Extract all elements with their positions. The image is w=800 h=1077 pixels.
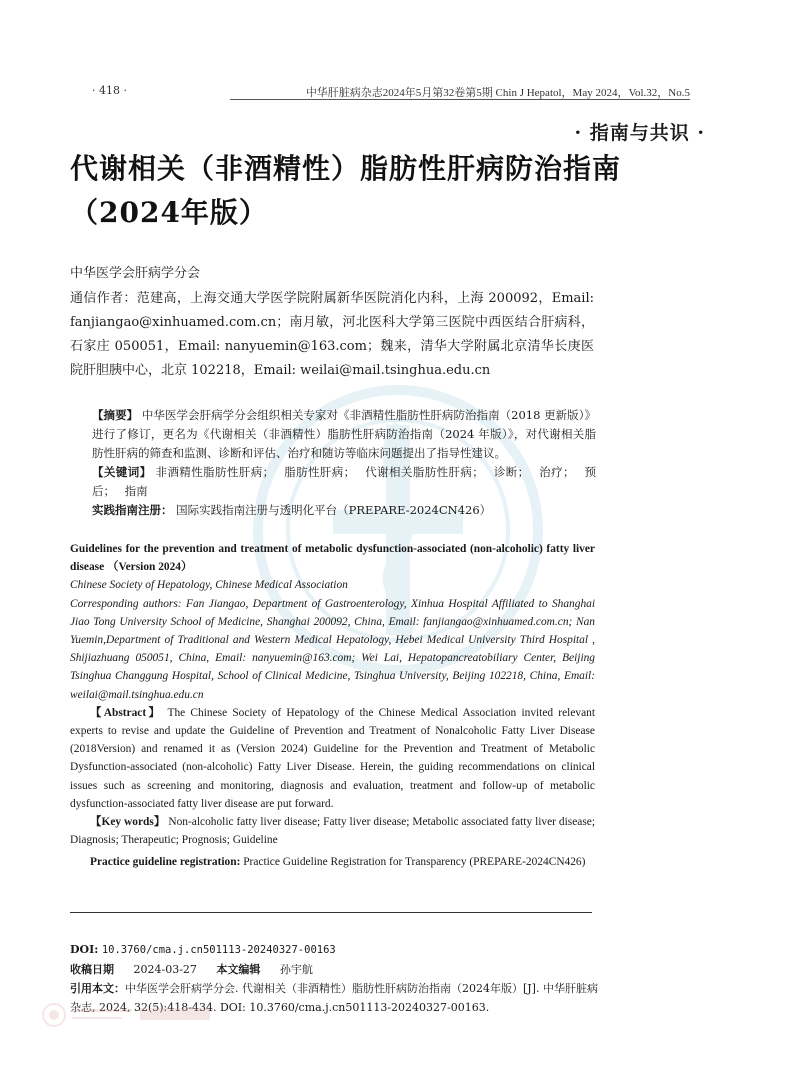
english-registration-label: Practice guideline registration:	[90, 856, 241, 869]
editor-name: 孙宇航	[279, 963, 313, 976]
english-keywords-label: 【Key words】	[90, 816, 166, 829]
english-keywords	[70, 813, 595, 849]
citation-label: 引用本文：	[70, 982, 125, 995]
english-abstract-block	[70, 540, 595, 872]
registration-cn	[70, 501, 596, 520]
keyword-cn: 治疗；	[539, 465, 575, 479]
running-header	[70, 80, 690, 102]
keyword-cn: 非酒精性脂肪性肝病；	[155, 465, 275, 479]
english-keywords-text: Non-alcoholic fatty liver disease; Fatty liver disease; Metabolic associated fatty liver disease; Diagnosis; Therapeutic; Prognosis; Guideline	[70, 816, 595, 847]
header-rule	[230, 99, 690, 100]
keyword-cn: 脂肪性肝病；	[284, 465, 356, 479]
citation-text: 中华医学会肝病学分会. 代谢相关（非酒精性）脂肪性肝病防治指南（2024年版）[J]. 中华肝脏病杂志, 2024, 32(5):418-434. DOI: 10.3760/cma.j.cn501113-20240327-00163.	[70, 982, 598, 1014]
english-title-version: （Version 2024）	[107, 561, 193, 574]
footnote-separator	[70, 912, 592, 913]
english-registration	[70, 853, 595, 871]
received-label: 收稿日期	[70, 963, 114, 976]
english-abstract	[70, 704, 595, 813]
journal-citation: 中华肝脏病杂志2024年5月第32卷第5期 Chin J Hepatol，May 2024，Vol.32，No.5	[305, 87, 690, 99]
registration-cn-text: 国际实践指南注册与透明化平台（PREPARE-2024CN426）	[176, 503, 492, 517]
keywords-cn-label: 【关键词】	[92, 465, 152, 479]
english-society: Chinese Society of Hepatology, Chinese Medical Association	[70, 579, 348, 592]
corresponding-authors: 通信作者：范建高，上海交通大学医学院附属新华医院消化内科，上海 200092，Email: fanjiangao@xinhuamed.com.cn；南月敏，河北医科大学第三医院中西医结合肝病科，石家庄 050051，Email: nanyuemin@163.com；魏来，清华大学附属北京清华长庚医院肝胆胰中心，北京 102218，Email: weilai@mail.tsinghua.edu.cn	[70, 291, 594, 378]
doi-label: DOI:	[70, 943, 99, 956]
english-title	[70, 540, 595, 576]
english-title-text: Guidelines for the prevention and treatment of metabolic dysfunction-associated (non-alcoholic) fatty liver disease	[70, 543, 595, 574]
abstract-cn	[70, 406, 596, 463]
publisher-logo	[40, 1000, 220, 1030]
keyword-cn: 指南	[124, 484, 148, 498]
doi-value: 10.3760/cma.j.cn501113-20240327-00163	[101, 944, 336, 956]
keyword-cn: 代谢相关脂肪性肝病；	[365, 465, 484, 479]
editor-label: 本文编辑	[216, 963, 261, 976]
keyword-cn: 预后；	[92, 465, 597, 498]
title-line-1: 代谢相关（非酒精性）脂肪性肝病防治指南	[70, 152, 622, 185]
received-line	[70, 960, 600, 979]
keyword-cn: 诊断；	[493, 465, 530, 479]
english-abstract-text: The Chinese Society of Hepatology of the Chinese Medical Association invited relevant experts to revise and update the Guideline of Prevention and Treatment of Nonalcoholic Fatty Liver Disease (2018Version) and renamed it as (Version 2024) Guideline for the Prevention and Treatment of Metabolic Dysfunction-associated (non-alcoholic) Fatty Liver Disease. Herein, the guiding recommendations on clinical issues such as screening and monitoring, diagnosis and evaluation, treatment and follow-up of metabolic dysfunction-associated fatty liver disease are put forward.	[70, 706, 595, 810]
page-number: · 418 ·	[92, 84, 127, 97]
registration-cn-label: 实践指南注册：	[92, 503, 173, 517]
received-date: 2024-03-27	[133, 963, 197, 976]
keywords-cn	[70, 463, 596, 501]
article-title	[70, 147, 660, 235]
author-group: 中华医学会肝病学分会	[70, 266, 201, 281]
english-abstract-label: 【Abstract】	[90, 706, 163, 719]
chinese-abstract-block	[70, 406, 596, 520]
abstract-cn-text: 中华医学会肝病学分会组织相关专家对《非酒精性脂肪性肝病防治指南（2018 更新版）》进行了修订，更名为《代谢相关（非酒精性）脂肪性肝病防治指南（2024 年版）》，对代谢相关脂肪性肝病的筛查和监测、诊断和评估、治疗和随访等临床问题提出了指导性建议。	[92, 408, 597, 460]
section-label: · 指南与共识 ·	[574, 122, 705, 144]
title-line-2: （2024年版）	[70, 196, 268, 229]
english-corresponding: Corresponding authors: Fan Jiangao, Department of Gastroenterology, Xinhua Hospital Affiliated to Shanghai Jiao Tong University School of Medicine, Shanghai 200092, China, Email: fanjiangao@xinhuamed.com.cn; Nan Yuemin,Department of Traditional and Western Medical Hepatology, Hebei Medical University Third Hospital , Shijiazhuang 050051, China, Email: nanyuemin@163.com; Wei Lai, Hepatopancreatobiliary Center, Beijing Tsinghua Changgung Hospital, School of Clinical Medicine, Tsinghua University, Beijing 102218, China, Email: weilai@mail.tsinghua.edu.cn	[70, 597, 595, 701]
abstract-cn-label: 【摘要】	[92, 408, 139, 422]
english-registration-text: Practice Guideline Registration for Transparency (PREPARE-2024CN426)	[243, 856, 586, 869]
doi-line	[70, 940, 600, 960]
